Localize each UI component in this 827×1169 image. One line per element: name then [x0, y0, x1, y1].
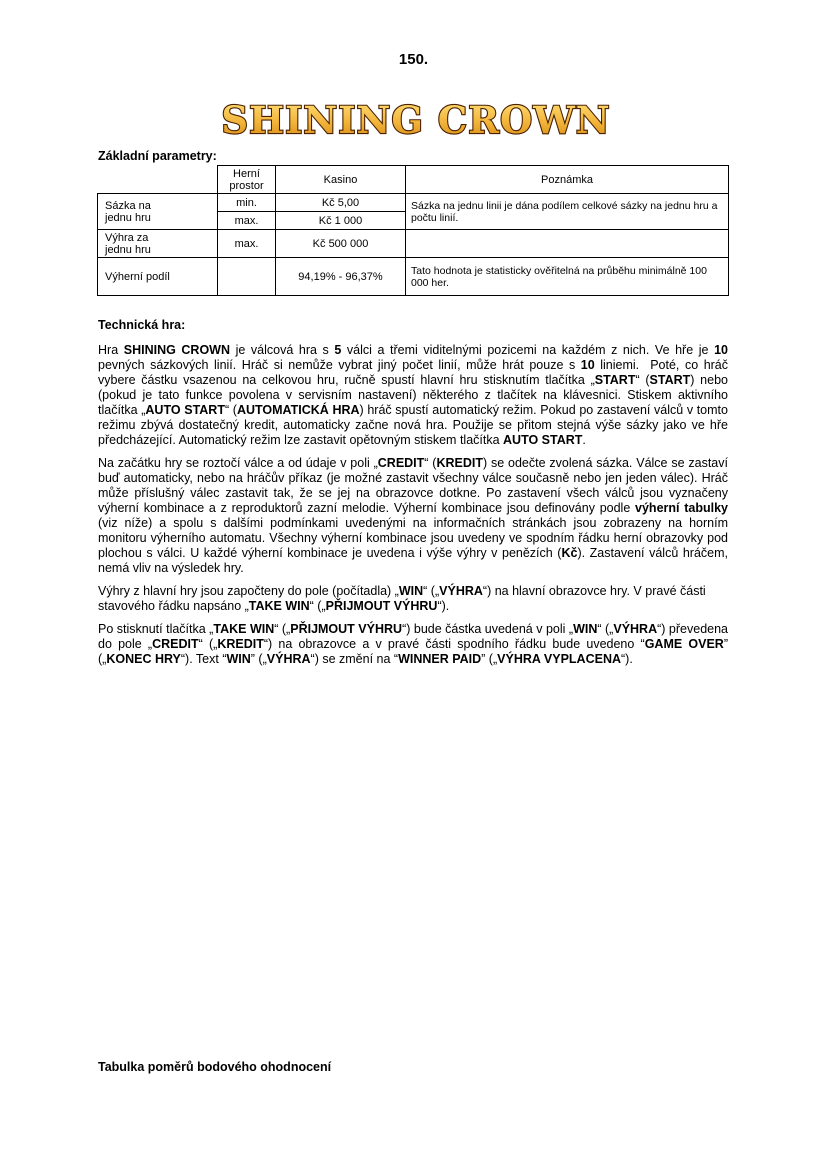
tabulka-heading: Tabulka poměrů bodového ohodnocení [98, 1060, 332, 1074]
tech-body [98, 343, 728, 675]
sazka-label: Sázka na jednu hru [98, 194, 218, 230]
table-row [98, 194, 729, 212]
logo-text: SHINING CROWN [221, 98, 611, 142]
vyherni-podil-note: Tato hodnota je statisticky ověřitelná na průběhu minimálně 100 000 her. [406, 258, 729, 296]
max-label: max. [218, 212, 276, 230]
vyhra-max-value: Kč 500 000 [276, 230, 406, 258]
shining-crown-logo [220, 96, 612, 144]
table-header-row [98, 166, 729, 194]
sazka-note: Sázka na jednu linii je dána podílem celkové sázky na jednu hru a počtu linií. [406, 194, 729, 230]
table-row [98, 258, 729, 296]
vyherni-podil-empty [218, 258, 276, 296]
min-label: min. [218, 194, 276, 212]
vyhra-label: Výhra za jednu hru [98, 230, 218, 258]
vyhra-note-empty [406, 230, 729, 258]
max-value: Kč 1 000 [276, 212, 406, 230]
table-row [98, 230, 729, 258]
header-kasino: Kasino [276, 166, 406, 194]
tech-heading: Technická hra: [98, 318, 186, 332]
paragraph-3: Výhry z hlavní hry jsou započteny do pole (počítadla) „WIN“ („VÝHRA“) na hlavní obrazovce hry. V pravé části stavového řádku napsáno „TAKE WIN“ („PŘIJMOUT VÝHRU“). [98, 584, 706, 613]
vyherni-podil-value: 94,19% - 96,37% [276, 258, 406, 296]
params-table [97, 165, 729, 296]
paragraph-2: Na začátku hry se roztočí válce a od údaje v poli „CREDIT“ (KREDIT) se odečte zvolená sázka. Válce se zastaví buď automaticky, nebo na hráčův příkaz (je možné zastavit všechny válce současně nebo jen jeden válec). Hráč může příslušný válec zastavit tak, že se jej na obrazovce dotkne. Po zastavení všech válců jsou vyznačeny výherní kombinace a z reproduktorů zazní melodie. Výherní kombinace jsou definovány podle výherní tabulky (viz níže) a spolu s dalšími podmínkami uvedenými na informačních stránkách jsou zobrazeny na horním monitoru výherního automatu. Všechny výherní kombinace jsou uvedeny ve spodním řádku herní obrazovky pod plochou s válci. U každé výherní kombinace je uvedena i výše výhry v penězích (Kč). Zastavení válců hráčem, nemá vliv na výsledek hry. [98, 456, 728, 575]
header-herni-prostor: Herní prostor [218, 166, 276, 194]
page-number: 150. [398, 51, 429, 68]
min-value: Kč 5,00 [276, 194, 406, 212]
header-poznamka: Poznámka [406, 166, 729, 194]
paragraph-1: Hra SHINING CROWN je válcová hra s 5 válci a třemi viditelnými pozicemi na každém z nich. Ve hře je 10 pevných sázkových linií. Hráč si nemůže vybrat jiný počet linií, může hrát pouze s 10 liniemi. Poté, co hráč vybere částku vsazenou na celkovou hru, ručně spustí hlavní hru stisknutím tlačítka „START“ (START) nebo (pokud je tato funkce povolena v servisním nastavení) některého z tlačítek na klávesnici. Stiskem aktivního tlačítka „AUTO START“ (AUTOMATICKÁ HRA) hráč spustí automatický režim. Pokud po zastavení válců v tomto režimu zbývá dostatečný kredit, automaticky začne nová hra. Použije se přitom stejná výše sázky jako ve hře předcházející. Automatický režim lze zastavit opětovným stiskem tlačítka AUTO START. [98, 343, 729, 447]
paragraph-4: Po stisknutí tlačítka „TAKE WIN“ („PŘIJMOUT VÝHRU“) bude částka uvedená v poli „WIN“ („VÝHRA“) převedena do pole „CREDIT“ („KREDIT“) na obrazovce a v pravé části spodního řádku bude uvedeno “GAME OVER” („KONEC HRY“). Text “WIN” („VÝHRA“) se změní na “WINNER PAID” („VÝHRA VYPLACENA“). [98, 622, 729, 666]
vyherni-podil-label: Výherní podíl [98, 258, 218, 296]
vyhra-max-label: max. [218, 230, 276, 258]
params-heading: Základní parametry: [98, 149, 217, 163]
